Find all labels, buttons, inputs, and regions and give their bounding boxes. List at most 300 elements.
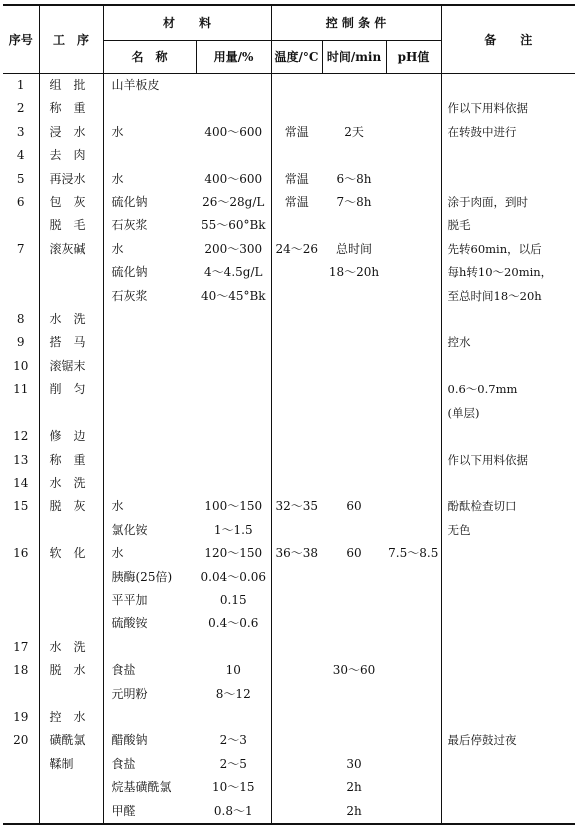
header-name: 名 称 — [103, 41, 196, 74]
cell-seq — [3, 519, 39, 542]
cell-process — [39, 776, 103, 799]
cell-ph — [386, 495, 441, 518]
cell-seq — [3, 566, 39, 589]
cell-remark — [441, 74, 575, 98]
cell-remark: 至总时间18～20h — [447, 288, 542, 303]
cell-remark — [441, 612, 575, 635]
cell-remark: (单层) — [447, 405, 480, 420]
cell-amount — [196, 331, 271, 354]
cell-ph — [386, 589, 441, 612]
cell-time — [322, 612, 386, 635]
cell-ph — [386, 144, 441, 167]
cell-process: 削 匀 — [39, 378, 103, 401]
cell-time — [322, 566, 386, 589]
cell-seq: 11 — [3, 378, 39, 401]
cell-time — [322, 472, 386, 495]
cell-process: 去 肉 — [39, 144, 103, 167]
cell-remark: 最后停鼓过夜 — [447, 733, 517, 748]
cell-amount — [196, 425, 271, 448]
cell-material: 硫酸铵 — [111, 616, 148, 631]
cell-remark — [441, 706, 575, 729]
table-row — [3, 753, 575, 776]
table-row — [3, 800, 575, 824]
cell-temp — [271, 776, 322, 799]
cell-process — [39, 261, 103, 284]
cell-temp — [271, 308, 322, 331]
cell-temp: 常温 — [284, 124, 309, 139]
table-row — [3, 566, 575, 589]
cell-material: 食盐 — [111, 756, 136, 771]
cell-amount: 0.4～0.6 — [196, 612, 271, 635]
cell-temp: 32～35 — [275, 499, 319, 514]
cell-time — [322, 74, 386, 98]
cell-amount: 55～60°Bk — [196, 214, 271, 237]
cell-amount: 0.04～0.06 — [196, 566, 271, 589]
cell-amount — [196, 97, 271, 120]
cell-material — [103, 308, 196, 331]
cell-temp — [271, 519, 322, 542]
cell-process: 浸 水 — [39, 121, 103, 144]
cell-material: 烷基磺酰氯 — [111, 780, 172, 795]
process-table — [3, 4, 575, 825]
cell-amount: 4～4.5g/L — [196, 261, 271, 284]
cell-time — [322, 683, 386, 706]
cell-time — [322, 378, 386, 401]
cell-time — [322, 519, 386, 542]
cell-material: 水 — [111, 241, 124, 256]
cell-material — [103, 449, 196, 472]
cell-temp — [271, 800, 322, 824]
cell-time — [322, 144, 386, 167]
cell-time: 60 — [346, 499, 362, 514]
cell-temp — [271, 97, 322, 120]
cell-time — [322, 285, 386, 308]
cell-remark — [441, 542, 575, 565]
cell-remark: 酚酞检查切口 — [447, 499, 517, 514]
cell-seq — [3, 402, 39, 425]
cell-process: 修 边 — [39, 425, 103, 448]
cell-seq — [3, 776, 39, 799]
cell-material: 石灰浆 — [111, 288, 148, 303]
cell-seq: 4 — [3, 144, 39, 167]
cell-ph — [386, 74, 441, 98]
cell-material: 食盐 — [111, 663, 136, 678]
cell-amount: 8～12 — [196, 683, 271, 706]
cell-material — [103, 402, 196, 425]
cell-temp — [271, 355, 322, 378]
cell-amount — [196, 355, 271, 378]
cell-process: 水 洗 — [39, 472, 103, 495]
cell-ph — [386, 566, 441, 589]
cell-process: 搭 马 — [39, 331, 103, 354]
cell-temp: 常温 — [284, 195, 309, 210]
cell-amount: 40～45°Bk — [196, 285, 271, 308]
cell-seq: 6 — [3, 191, 39, 214]
cell-seq — [3, 589, 39, 612]
cell-amount: 10～15 — [196, 776, 271, 799]
cell-material — [103, 144, 196, 167]
cell-ph — [386, 355, 441, 378]
cell-time: 7～8h — [336, 195, 372, 210]
cell-material — [103, 706, 196, 729]
table-row — [3, 706, 575, 729]
table-row — [3, 261, 575, 284]
header-ph: pH值 — [386, 41, 441, 74]
table-row — [3, 659, 575, 682]
table-row — [3, 776, 575, 799]
cell-ph — [386, 519, 441, 542]
cell-time: 总时间 — [336, 241, 373, 256]
cell-time: 2h — [346, 780, 362, 795]
cell-time: 2h — [322, 800, 386, 824]
cell-remark — [441, 472, 575, 495]
cell-material — [103, 97, 196, 120]
cell-time — [322, 425, 386, 448]
cell-time — [322, 97, 386, 120]
cell-time — [322, 214, 386, 237]
cell-ph — [386, 729, 441, 752]
table-row — [3, 355, 575, 378]
cell-amount: 0.8～1 — [196, 800, 271, 824]
cell-process: 滚锯末 — [39, 355, 103, 378]
cell-seq: 10 — [3, 355, 39, 378]
table-row — [3, 331, 575, 354]
cell-seq: 19 — [3, 706, 39, 729]
cell-seq: 3 — [3, 121, 39, 144]
table-row — [3, 589, 575, 612]
cell-ph — [386, 97, 441, 120]
cell-material: 硫化钠 — [111, 195, 148, 210]
cell-temp — [271, 636, 322, 659]
header-process: 工 序 — [39, 5, 103, 74]
cell-process: 包 灰 — [39, 191, 103, 214]
table-row — [3, 238, 575, 261]
table-row — [3, 449, 575, 472]
cell-process — [39, 566, 103, 589]
cell-temp — [271, 378, 322, 401]
cell-process: 脱 水 — [39, 659, 103, 682]
cell-time — [322, 308, 386, 331]
cell-remark: 控水 — [447, 335, 471, 350]
table-row — [3, 519, 575, 542]
cell-amount: 1～1.5 — [196, 519, 271, 542]
header-temp: 温度/°C — [271, 41, 322, 74]
cell-remark — [441, 659, 575, 682]
cell-remark: 0.6～0.7mm — [447, 382, 518, 397]
header-remark: 备 注 — [441, 5, 575, 74]
cell-seq — [3, 261, 39, 284]
cell-amount: 2～5 — [196, 753, 271, 776]
cell-remark — [441, 776, 575, 799]
cell-amount — [196, 636, 271, 659]
table-row — [3, 214, 575, 237]
cell-material: 山羊板皮 — [111, 78, 160, 92]
cell-remark: 先转60min，以后 — [447, 241, 542, 256]
cell-material: 醋酸钠 — [111, 733, 148, 748]
cell-process: 鞣制 — [39, 753, 103, 776]
cell-seq: 17 — [3, 636, 39, 659]
cell-ph: 7.5～8.5 — [386, 542, 441, 565]
cell-ph — [386, 308, 441, 331]
cell-temp — [271, 612, 322, 635]
cell-remark — [441, 308, 575, 331]
cell-seq: 15 — [3, 495, 39, 518]
cell-amount — [196, 74, 271, 98]
cell-seq: 7 — [3, 238, 39, 261]
cell-process: 软 化 — [39, 542, 103, 565]
table-row — [3, 612, 575, 635]
cell-seq — [3, 753, 39, 776]
cell-amount: 120～150 — [196, 542, 271, 565]
table-row — [3, 308, 575, 331]
table-row — [3, 121, 575, 144]
cell-material: 胰酶(25倍) — [111, 569, 173, 584]
cell-seq — [3, 800, 39, 824]
cell-seq — [3, 285, 39, 308]
cell-time — [322, 402, 386, 425]
cell-remark — [441, 355, 575, 378]
cell-temp — [271, 425, 322, 448]
cell-material: 氯化铵 — [111, 522, 148, 537]
cell-process: 组 批 — [39, 74, 103, 98]
cell-temp: 36～38 — [275, 546, 319, 561]
cell-ph — [386, 238, 441, 261]
cell-temp — [271, 331, 322, 354]
cell-material: 甲醛 — [103, 800, 196, 824]
cell-amount — [196, 144, 271, 167]
cell-remark: 涂于肉面，到时 — [447, 195, 529, 210]
cell-time: 30 — [346, 756, 362, 771]
header-seq: 序号 — [3, 5, 39, 74]
cell-seq: 5 — [3, 168, 39, 191]
cell-process: 控 水 — [39, 706, 103, 729]
cell-ph — [386, 449, 441, 472]
header-control-conditions: 控 制 条 件 — [271, 5, 441, 41]
cell-amount: 26～28g/L — [196, 191, 271, 214]
cell-time: 18～20h — [328, 265, 380, 280]
cell-amount — [196, 472, 271, 495]
cell-process: 磺酰氯 — [39, 729, 103, 752]
cell-amount: 200～300 — [196, 238, 271, 261]
cell-temp — [271, 566, 322, 589]
cell-remark — [441, 566, 575, 589]
cell-process — [39, 800, 103, 824]
cell-remark: 在转鼓中进行 — [447, 124, 517, 139]
cell-temp — [271, 285, 322, 308]
cell-amount — [196, 308, 271, 331]
cell-process — [39, 519, 103, 542]
cell-material: 平平加 — [111, 592, 148, 607]
cell-temp — [271, 589, 322, 612]
header-amount: 用量/% — [196, 41, 271, 74]
cell-amount: 400～600 — [196, 121, 271, 144]
cell-material: 水 — [111, 171, 124, 186]
table-row — [3, 285, 575, 308]
cell-time — [322, 589, 386, 612]
cell-temp — [271, 472, 322, 495]
cell-material: 石灰浆 — [111, 218, 148, 233]
cell-process — [39, 612, 103, 635]
cell-time: 60 — [346, 546, 362, 561]
header-materials: 材 料 — [103, 5, 271, 41]
cell-seq: 9 — [3, 331, 39, 354]
cell-temp — [271, 683, 322, 706]
cell-temp: 常温 — [284, 171, 309, 186]
cell-material: 水 — [111, 124, 124, 139]
cell-amount: 0.15 — [196, 589, 271, 612]
cell-temp: 24～26 — [275, 241, 319, 256]
cell-remark: 脱毛 — [447, 218, 471, 233]
cell-material — [103, 355, 196, 378]
table-row — [3, 683, 575, 706]
cell-time: 30～60 — [332, 663, 376, 678]
cell-remark: 作以下用料依据 — [447, 452, 529, 467]
cell-ph — [386, 776, 441, 799]
cell-amount: 400～600 — [196, 168, 271, 191]
table-row — [3, 542, 575, 565]
cell-remark — [441, 168, 575, 191]
cell-ph — [386, 636, 441, 659]
cell-ph — [386, 331, 441, 354]
cell-ph — [386, 121, 441, 144]
cell-temp — [271, 449, 322, 472]
cell-process: 脱 灰 — [39, 495, 103, 518]
cell-material: 水 — [111, 546, 124, 561]
cell-ph — [386, 214, 441, 237]
cell-seq — [3, 214, 39, 237]
cell-remark — [441, 800, 575, 824]
cell-seq: 12 — [3, 425, 39, 448]
cell-ph — [386, 472, 441, 495]
cell-process: 称 重 — [39, 97, 103, 120]
cell-remark — [441, 683, 575, 706]
cell-process: 水 洗 — [39, 636, 103, 659]
cell-remark: 无色 — [447, 522, 471, 537]
cell-time: 6～8h — [336, 171, 372, 186]
table-row — [3, 97, 575, 120]
table-row — [3, 425, 575, 448]
table-row — [3, 402, 575, 425]
cell-amount — [196, 402, 271, 425]
cell-ph — [386, 706, 441, 729]
table-body — [3, 74, 575, 825]
cell-seq: 16 — [3, 542, 39, 565]
cell-time: 2天 — [344, 124, 364, 139]
cell-seq: 20 — [3, 729, 39, 752]
cell-temp — [271, 753, 322, 776]
cell-ph — [386, 378, 441, 401]
cell-seq: 13 — [3, 449, 39, 472]
cell-process: 脱 毛 — [39, 214, 103, 237]
cell-time — [322, 706, 386, 729]
cell-ph — [386, 753, 441, 776]
cell-ph — [386, 425, 441, 448]
cell-material — [103, 425, 196, 448]
cell-ph — [386, 168, 441, 191]
cell-time — [322, 729, 386, 752]
cell-process: 水 洗 — [39, 308, 103, 331]
cell-process: 称 重 — [39, 449, 103, 472]
cell-seq: 2 — [3, 97, 39, 120]
cell-seq — [3, 683, 39, 706]
cell-temp — [271, 706, 322, 729]
table-row — [3, 144, 575, 167]
cell-process — [39, 589, 103, 612]
cell-remark — [441, 636, 575, 659]
cell-ph — [386, 659, 441, 682]
cell-seq: 18 — [3, 659, 39, 682]
cell-temp — [271, 261, 322, 284]
cell-process — [39, 285, 103, 308]
cell-seq: 8 — [3, 308, 39, 331]
cell-amount: 2～3 — [196, 729, 271, 752]
cell-material — [103, 378, 196, 401]
cell-amount: 10 — [196, 659, 271, 682]
cell-time — [322, 355, 386, 378]
cell-amount — [196, 449, 271, 472]
cell-amount: 100～150 — [196, 495, 271, 518]
table-row — [3, 472, 575, 495]
cell-ph — [386, 402, 441, 425]
table-row — [3, 378, 575, 401]
cell-ph — [386, 800, 441, 824]
cell-remark: 作以下用料依据 — [447, 101, 529, 116]
cell-seq: 14 — [3, 472, 39, 495]
cell-ph — [386, 683, 441, 706]
cell-material — [103, 331, 196, 354]
table-row — [3, 191, 575, 214]
cell-temp — [271, 74, 322, 98]
cell-material — [103, 472, 196, 495]
table-row — [3, 636, 575, 659]
cell-ph — [386, 261, 441, 284]
cell-remark — [441, 753, 575, 776]
cell-material: 元明粉 — [111, 686, 148, 701]
cell-remark: 每h转10～20min， — [447, 265, 553, 280]
cell-remark — [441, 589, 575, 612]
cell-process — [39, 683, 103, 706]
cell-material: 水 — [111, 499, 124, 514]
table-row — [3, 729, 575, 752]
cell-material: 硫化钠 — [111, 265, 148, 280]
cell-amount — [196, 706, 271, 729]
cell-seq: 1 — [3, 74, 39, 98]
cell-time — [322, 449, 386, 472]
cell-temp — [271, 402, 322, 425]
cell-seq — [3, 612, 39, 635]
cell-temp — [271, 214, 322, 237]
cell-ph — [386, 191, 441, 214]
cell-ph — [386, 285, 441, 308]
cell-ph — [386, 612, 441, 635]
cell-time — [322, 331, 386, 354]
cell-time — [322, 636, 386, 659]
cell-temp — [271, 144, 322, 167]
cell-process: 滚灰碱 — [39, 238, 103, 261]
table-row — [3, 495, 575, 518]
cell-process — [39, 402, 103, 425]
cell-remark — [441, 425, 575, 448]
cell-amount — [196, 378, 271, 401]
table-row — [3, 168, 575, 191]
cell-remark — [441, 144, 575, 167]
cell-process: 再浸水 — [39, 168, 103, 191]
cell-material — [103, 636, 196, 659]
cell-temp — [271, 729, 322, 752]
table-row — [3, 74, 575, 98]
cell-temp — [271, 659, 322, 682]
header-time: 时间/min — [322, 41, 386, 74]
